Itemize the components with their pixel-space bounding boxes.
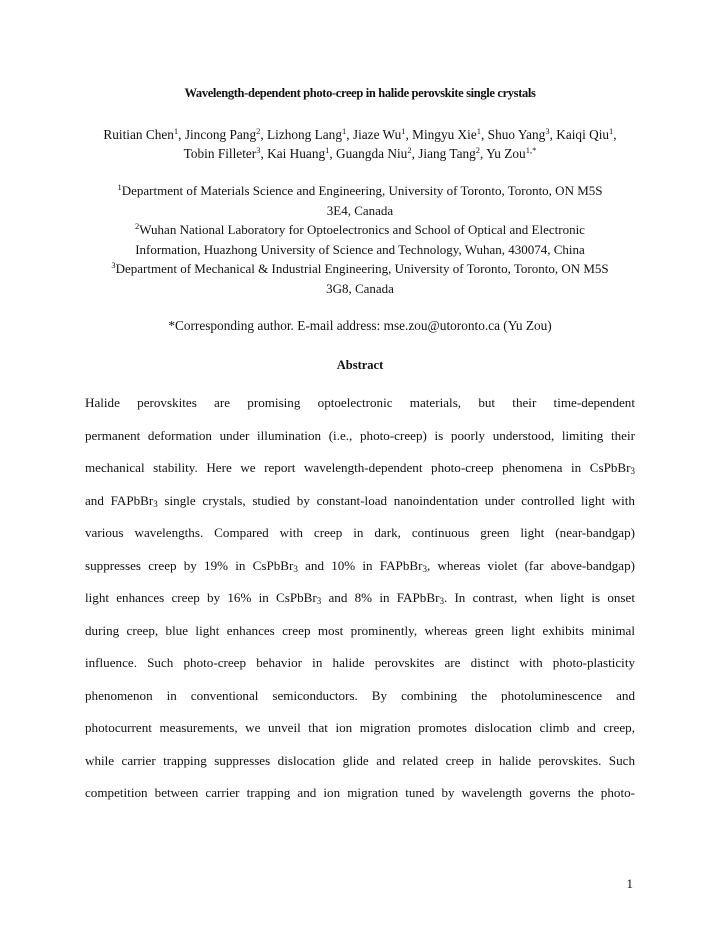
affiliation-marker: 2 (256, 126, 261, 136)
author-separator: , (260, 127, 268, 142)
author-separator: , (178, 127, 185, 142)
abstract-text: phenomenon in conventional semiconductors. By combining the photoluminescence and (85, 687, 635, 703)
abstract-heading: Abstract (336, 358, 384, 372)
abstract-text: , whereas violet (far above-bandgap) (426, 557, 636, 573)
abstract-line (85, 647, 635, 680)
affiliation-text: 3E4, Canada (326, 202, 394, 218)
abstract-body (85, 387, 635, 810)
abstract-line (85, 777, 635, 810)
author-name: Yu Zou (486, 146, 526, 161)
affiliation-marker: 1 (117, 182, 122, 192)
author-separator: , (549, 127, 557, 142)
author-list (70, 125, 650, 163)
affiliation-text: 3G8, Canada (326, 280, 394, 296)
affiliation-marker: 1 (401, 126, 406, 136)
author-name: Jiaze Wu (352, 127, 402, 142)
author-line-2 (70, 144, 650, 163)
affiliation-marker: 3 (545, 126, 550, 136)
affiliation-line (72, 259, 648, 279)
abstract-line (85, 517, 635, 550)
affiliations (72, 181, 648, 299)
affiliation-line (72, 181, 648, 201)
abstract-text: mechanical stability. Here we report wavelength-dependent photo-creep phenomena in CsPbBr (85, 460, 631, 475)
abstract-text: light enhances creep by 16% in CsPbBr (85, 590, 317, 605)
affiliation-marker: 3 (256, 145, 261, 155)
affiliation-text: Information, Huazhong University of Science and Technology, Wuhan, 430074, China (135, 241, 585, 257)
abstract-text: influence. Such photo-creep behavior in halide perovskites are distinct with photo-plasticity (85, 655, 635, 670)
affiliation-marker: 1 (173, 126, 179, 136)
author-name: Kaiqi Qiu (556, 127, 610, 142)
affiliation-text: Department of Materials Science and Engineering, University of Toronto, Toronto, ON M5S (121, 183, 603, 198)
abstract-line (85, 550, 635, 583)
author-name: Ruitian Chen (103, 127, 174, 142)
affiliation-marker: 3 (111, 260, 116, 271)
abstract-line (85, 387, 635, 420)
author-name: Jincong Pang (184, 127, 257, 142)
abstract-text: single crystals, studied by constant-load nanoindentation under controlled light with (157, 492, 635, 508)
chemical-subscript: 3 (293, 563, 298, 574)
author-separator: , (481, 127, 488, 142)
affiliation-marker: 2 (407, 145, 412, 155)
abstract-line (85, 615, 635, 648)
abstract-text: Halide perovskites are promising optoelectronic materials, but their time-dependent (85, 395, 635, 410)
affiliation-line (72, 240, 648, 260)
page-number: 1 (626, 876, 633, 891)
affiliation-marker: 2 (475, 145, 481, 155)
abstract-line (85, 452, 635, 485)
affiliation-marker: 1 (341, 126, 347, 136)
author-separator: , (329, 146, 337, 161)
author-separator: , (613, 127, 617, 142)
author-separator: , (411, 146, 419, 161)
author-separator: , (260, 146, 268, 161)
abstract-text: competition between carrier trapping and ion migration tuned by wavelength governs the photo- (85, 785, 635, 800)
affiliation-line (72, 279, 648, 299)
abstract-text: while carrier trapping suppresses dislocation glide and related creep in halide perovskites. Such (85, 752, 635, 768)
abstract-line (85, 420, 635, 453)
author-name: Guangda Niu (336, 146, 408, 161)
corresponding-author-note: *Corresponding author. E-mail address: mse.zou@utoronto.ca (Yu Zou) (168, 318, 552, 333)
abstract-line (85, 680, 635, 713)
paper-title: Wavelength-dependent photo-creep in halide perovskite single crystals (184, 86, 536, 100)
abstract-text: . In contrast, when light is onset (443, 590, 635, 605)
author-name: Tobin Filleter (183, 146, 257, 161)
affiliation-line (72, 220, 648, 240)
affiliation-marker: 2 (135, 221, 140, 232)
chemical-subscript: 3 (439, 596, 444, 606)
abstract-text: suppresses creep by 19% in CsPbBr (85, 557, 294, 573)
author-separator: , (346, 127, 353, 142)
abstract-text: and 8% in FAPbBr (321, 590, 440, 605)
author-line-1 (70, 125, 650, 144)
author-name: Lizhong Lang (267, 127, 342, 142)
author-separator: , (405, 127, 413, 142)
affiliation-line (72, 201, 648, 221)
abstract-text: various wavelengths. Compared with creep in dark, continuous green light (near-bandgap) (85, 525, 635, 540)
affiliation-marker: 1 (609, 126, 614, 136)
author-name: Kai Huang (267, 146, 326, 161)
chemical-subscript: 3 (630, 466, 635, 476)
affiliation-text: Department of Mechanical & Industrial Engineering, University of Toronto, Toronto, ON M5S (115, 261, 609, 277)
abstract-line (85, 485, 635, 518)
abstract-text: permanent deformation under illumination (i.e., photo-creep) is poorly understood, limiting their (85, 427, 635, 443)
affiliation-marker: 1 (325, 145, 330, 155)
abstract-text: and 10% in FAPbBr (297, 557, 423, 573)
chemical-subscript: 3 (422, 563, 427, 574)
abstract-text: and FAPbBr (85, 492, 154, 508)
abstract-text: photocurrent measurements, we unveil that ion migration promotes dislocation climb and creep, (85, 720, 635, 735)
abstract-line (85, 745, 635, 778)
affiliation-marker: 1 (476, 126, 482, 136)
chemical-subscript: 3 (153, 498, 158, 509)
author-separator: , (480, 146, 487, 161)
author-name: Shuo Yang (487, 127, 546, 142)
chemical-subscript: 3 (316, 596, 322, 606)
affiliation-marker: 1,* (525, 145, 537, 155)
abstract-line (85, 582, 635, 615)
abstract-line (85, 712, 635, 745)
author-name: Jiang Tang (418, 146, 476, 161)
author-name: Mingyu Xie (412, 127, 477, 142)
abstract-text: during creep, blue light enhances creep most prominently, whereas green light exhibits minimal (85, 622, 635, 638)
affiliation-text: Wuhan National Laboratory for Optoelectronics and School of Optical and Electronic (139, 222, 585, 238)
